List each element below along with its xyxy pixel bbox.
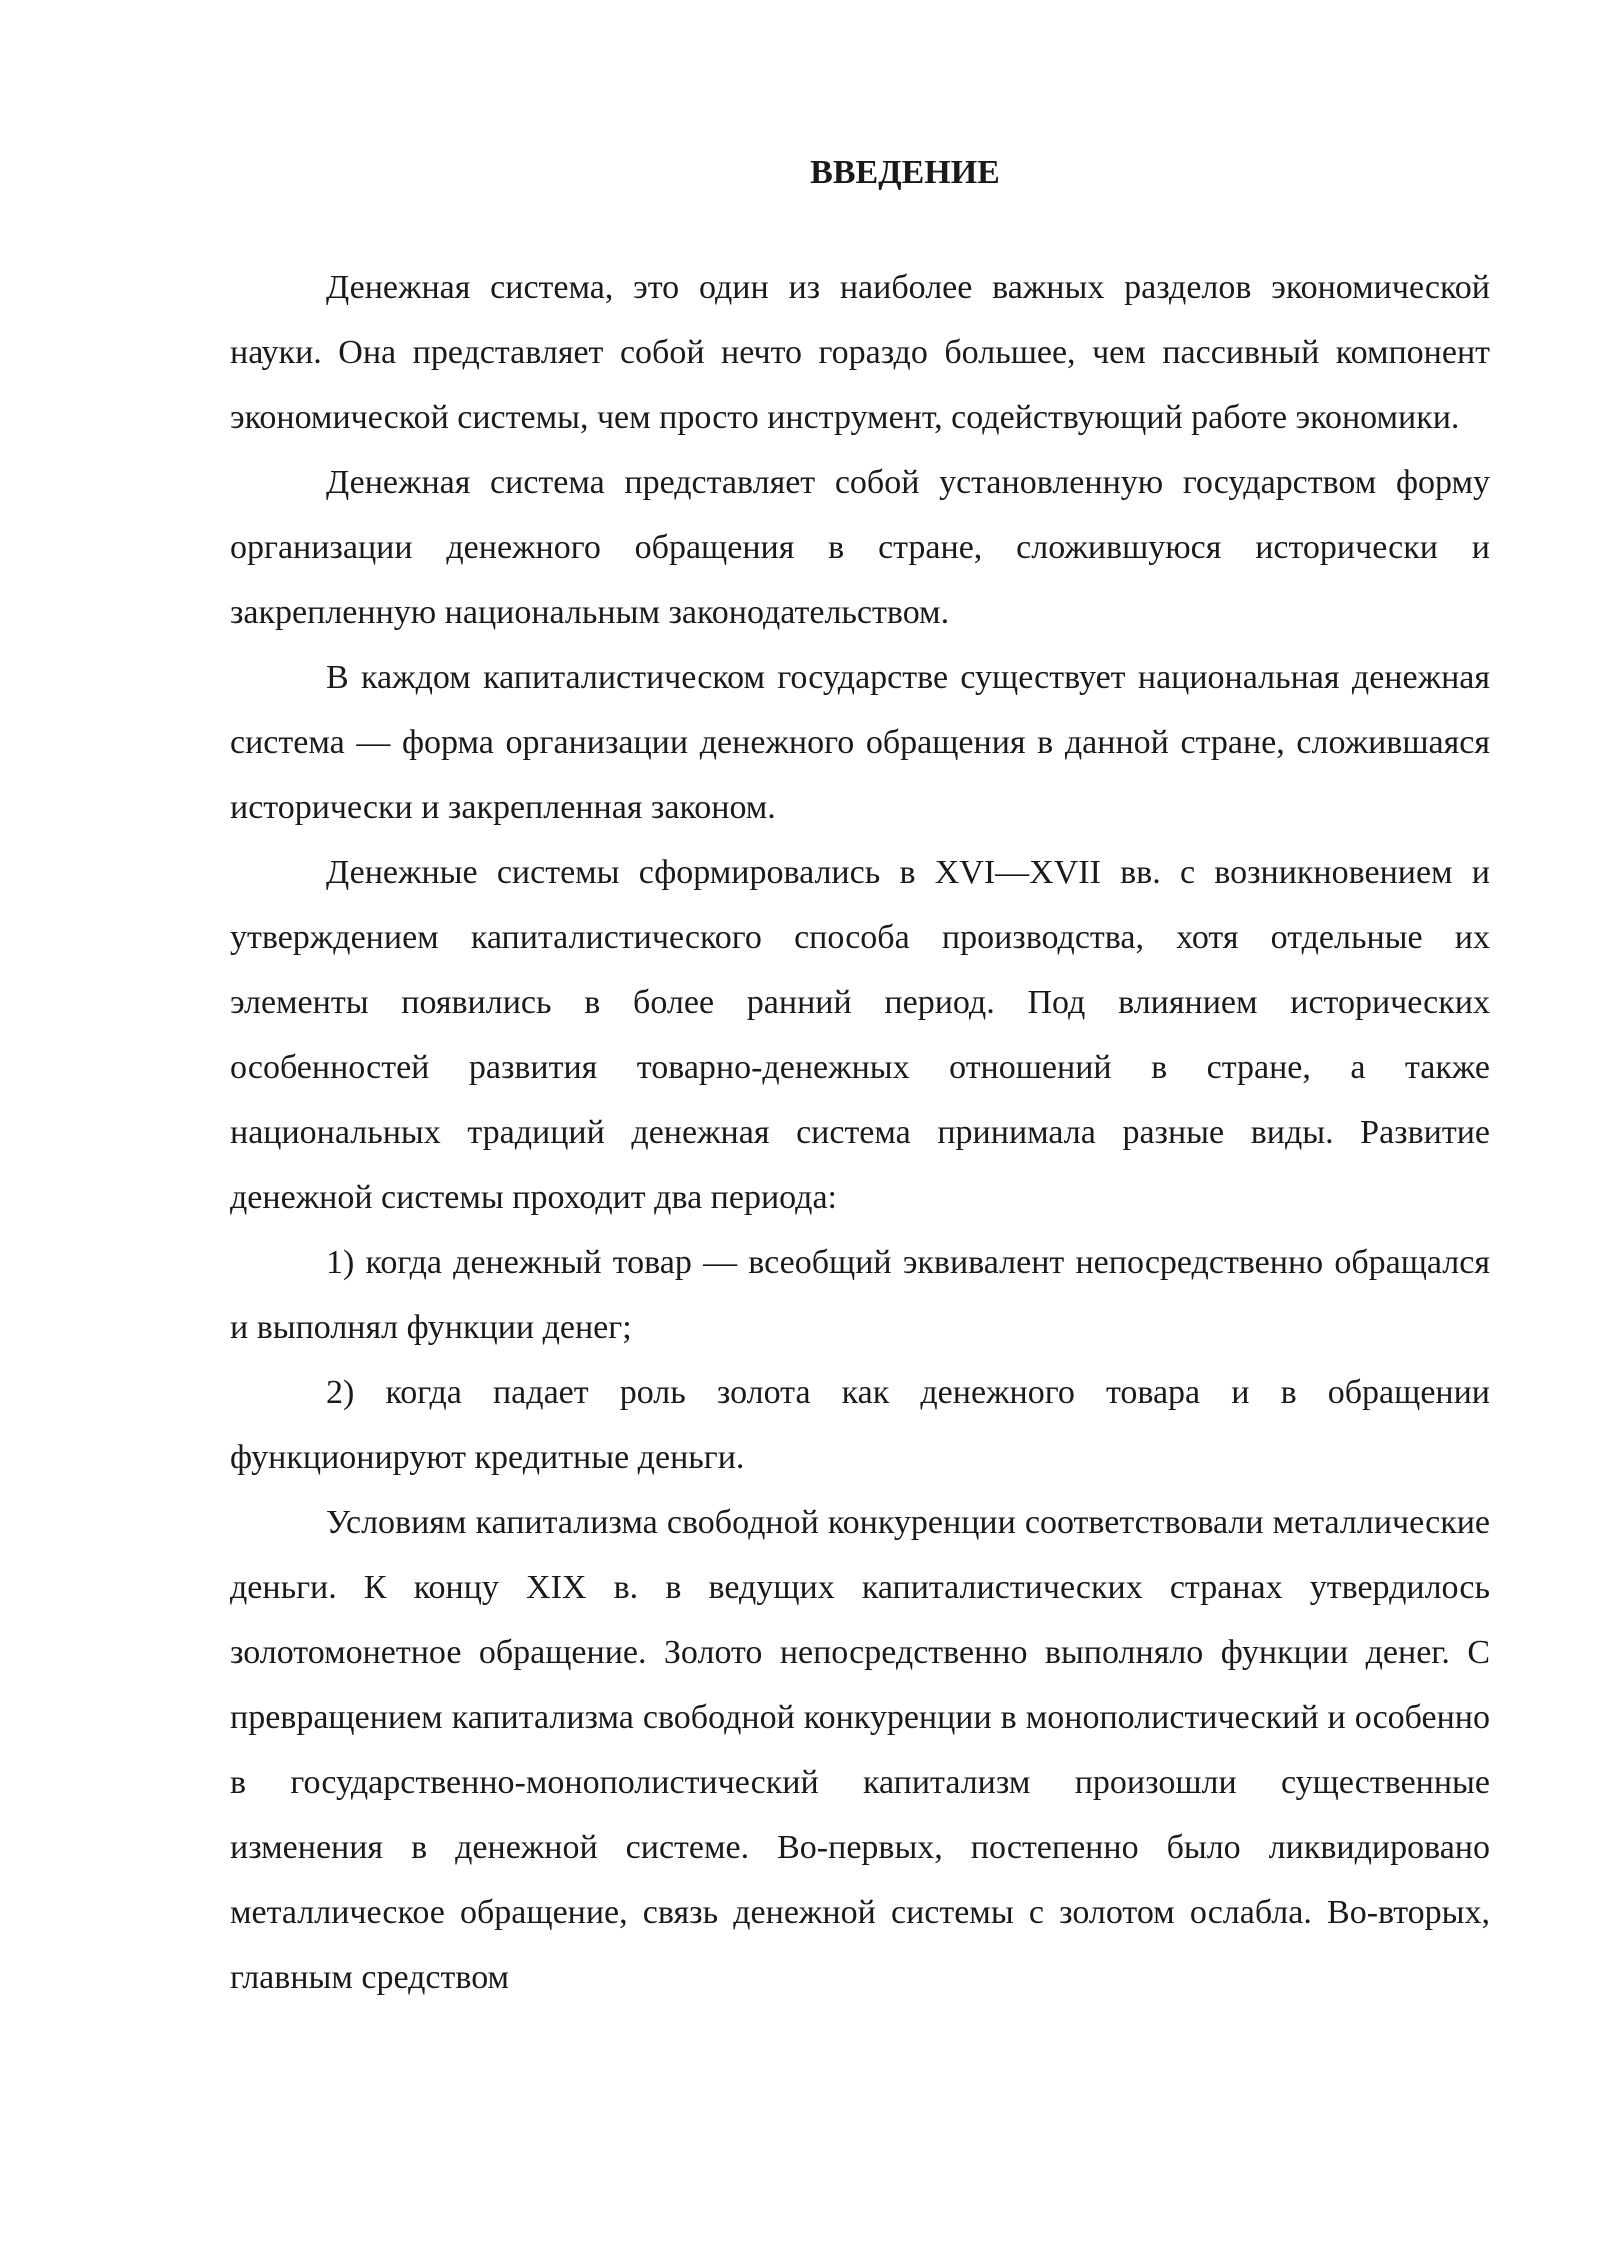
spacer [230, 205, 1490, 255]
page-title: ВВЕДЕНИЕ [810, 154, 1000, 191]
list-item-2: 2) когда падает роль золота как денежного товара и в обращении функционируют кредитные деньги. [230, 1374, 1490, 1476]
document-body [230, 140, 1490, 2010]
paragraph-2: Денежная система представляет собой установленную государством форму организации денежного обращения в стране, сложившуюся исторически и закрепленную национальным законодательством. [230, 464, 1490, 631]
paragraph-4: Денежные системы сформировались в XVI—XVII вв. с возникновением и утверждением капиталистического способа производства, хотя отдельные их элементы появились в более ранний период. Под влиянием исторических особенностей развития товарно-денежных отношений в стране, а также национальных традиций денежная система принимала разные виды. Развитие денежной системы проходит два периода: [230, 854, 1490, 1216]
list-item-1: 1) когда денежный товар — всеобщий эквивалент непосредственно обращался и выполнял функции денег; [230, 1244, 1490, 1346]
paragraph-3: В каждом капиталистическом государстве существует национальная денежная система — форма организации денежного обращения в данной стране, сложившаяся исторически и закрепленная законом. [230, 659, 1490, 826]
paragraph-1: Денежная система, это один из наиболее важных разделов экономической науки. Она представляет собой нечто гораздо большее, чем пассивный компонент экономической системы, чем просто инструмент, содействующий работе экономики. [230, 269, 1490, 436]
paragraph-5: Условиям капитализма свободной конкуренции соответствовали металлические деньги. К концу XIX в. в ведущих капиталистических странах утвердилось золотомонетное обращение. Золото непосредственно выполняло функции денег. С превращением капитализма свободной конкуренции в монополистический и особенно в государственно-монополистический капитализм произошли существенные изменения в денежной системе. Во-первых, постепенно было ликвидировано металлическое обращение, связь денежной системы с золотом ослабла. Во-вторых, главным средством [230, 1504, 1490, 1996]
